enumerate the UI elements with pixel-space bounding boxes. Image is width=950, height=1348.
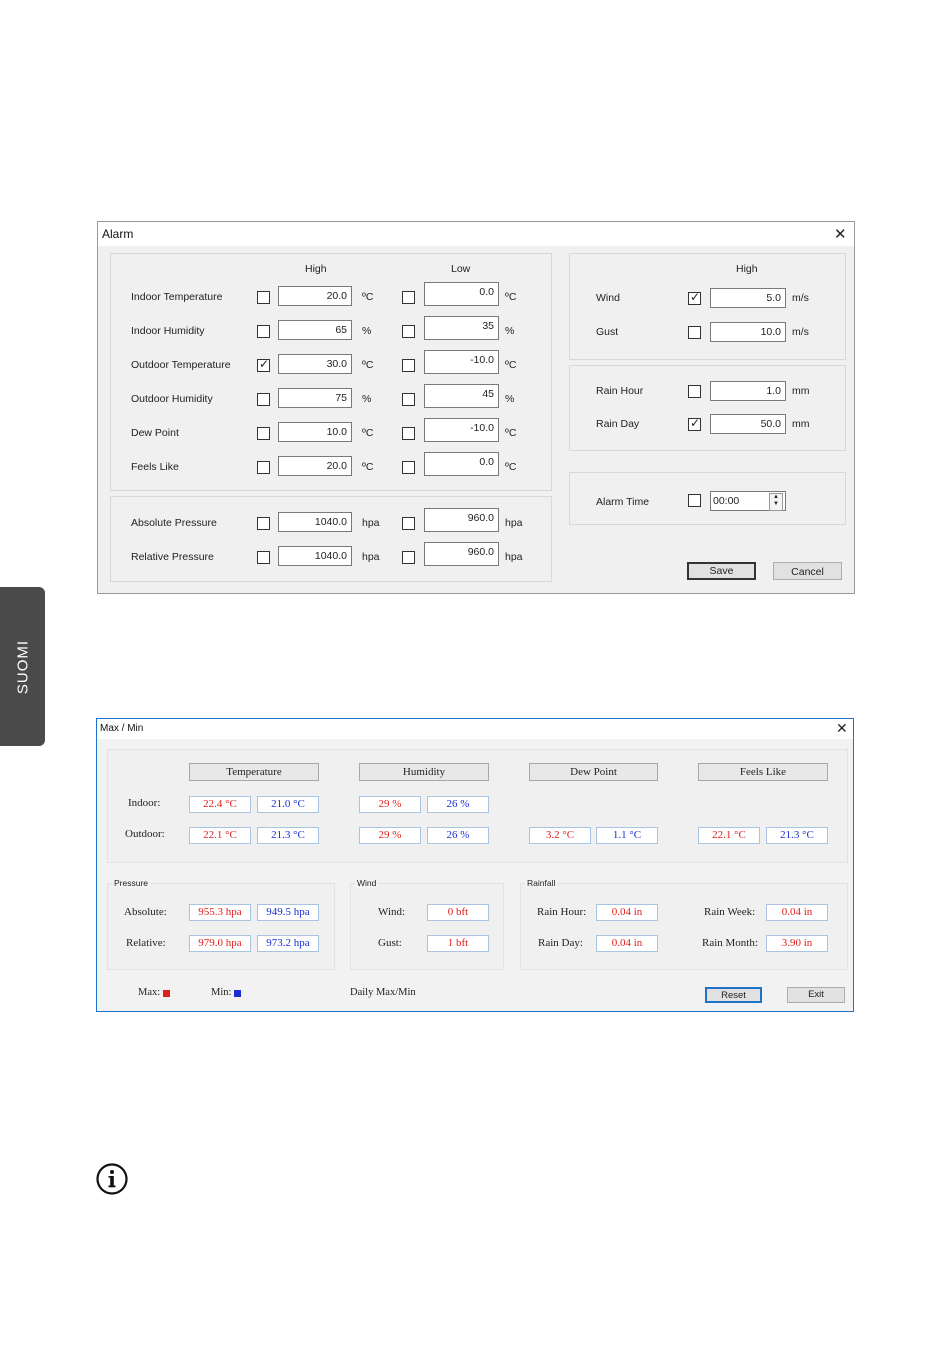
wind-checkbox[interactable]: [688, 292, 701, 305]
relative-label: Relative:: [126, 937, 166, 949]
time-spinner[interactable]: ▲ ▼: [769, 493, 783, 511]
rain-month-max: 3.90 in: [766, 935, 828, 952]
dew-point-low-input[interactable]: -10.0: [424, 418, 499, 442]
indoor-label: Indoor:: [128, 797, 161, 809]
outdoor-dew-min: 1.1 °C: [596, 827, 658, 844]
rain-day-checkbox[interactable]: [688, 418, 701, 431]
relative-pressure-label: Relative Pressure: [131, 551, 214, 563]
dew-point-label: Dew Point: [131, 427, 179, 439]
maxmin-title: Max / Min: [100, 723, 144, 734]
rain-week-max: 0.04 in: [766, 904, 828, 921]
relative-pressure-low-unit: hpa: [505, 551, 523, 563]
pressure-group: [107, 883, 335, 970]
gust-input[interactable]: 10.0: [710, 322, 786, 342]
outdoor-temperature-high-unit: ºC: [362, 359, 374, 371]
rain-day-input[interactable]: 50.0: [710, 414, 786, 434]
relative-pressure-high-checkbox[interactable]: [257, 551, 270, 564]
gust-label: Gust: [596, 326, 619, 338]
exit-button[interactable]: Exit: [787, 987, 845, 1003]
reset-button[interactable]: Reset: [705, 987, 762, 1003]
outdoor-humidity-high-unit: %: [362, 393, 372, 405]
wind-unit: m/s: [792, 292, 809, 304]
outdoor-humidity-label: Outdoor Humidity: [131, 393, 213, 405]
wind-label: Wind:: [378, 906, 406, 918]
absolute-pressure-min: 949.5 hpa: [257, 904, 319, 921]
indoor-temperature-high-unit: ºC: [362, 291, 374, 303]
dew-point-high-checkbox[interactable]: [257, 427, 270, 440]
outdoor-temperature-label: Outdoor Temperature: [131, 359, 231, 371]
indoor-temperature-low-input[interactable]: 0.0: [424, 282, 499, 306]
indoor-temperature-high-input[interactable]: 20.0: [278, 286, 352, 306]
wind-group: [350, 883, 504, 970]
alarm-title: Alarm: [102, 227, 134, 241]
indoor-temp-min: 21.0 °C: [257, 796, 319, 813]
gust-max: 1 bft: [427, 935, 489, 952]
rain-day-label: Rain Day:: [538, 937, 583, 949]
header-dew-point[interactable]: Dew Point: [529, 763, 658, 781]
alarm-time-input[interactable]: [710, 491, 786, 511]
indoor-humidity-low-checkbox[interactable]: [402, 325, 415, 338]
outdoor-label: Outdoor:: [125, 828, 165, 840]
indoor-temperature-low-checkbox[interactable]: [402, 291, 415, 304]
indoor-humidity-high-input[interactable]: 65: [278, 320, 352, 340]
outdoor-temp-min: 21.3 °C: [257, 827, 319, 844]
close-icon[interactable]: ✕: [836, 720, 848, 736]
indoor-hum-min: 26 %: [427, 796, 489, 813]
info-icon: [96, 1163, 128, 1195]
header-humidity[interactable]: Humidity: [359, 763, 489, 781]
indoor-humidity-high-unit: %: [362, 325, 372, 337]
outdoor-hum-min: 26 %: [427, 827, 489, 844]
indoor-temperature-low-unit: ºC: [505, 291, 517, 303]
pressure-group-title: Pressure: [114, 878, 149, 888]
absolute-pressure-low-input[interactable]: 960.0: [424, 508, 499, 532]
outdoor-temperature-high-input[interactable]: 30.0: [278, 354, 352, 374]
feels-like-low-input[interactable]: 0.0: [424, 452, 499, 476]
rain-hour-unit: mm: [792, 385, 810, 397]
relative-pressure-min: 973.2 hpa: [257, 935, 319, 952]
feels-like-high-unit: ºC: [362, 461, 374, 473]
save-button[interactable]: Save: [687, 562, 756, 580]
relative-pressure-high-input[interactable]: 1040.0: [278, 546, 352, 566]
header-temperature[interactable]: Temperature: [189, 763, 319, 781]
outdoor-temperature-low-unit: ºC: [505, 359, 517, 371]
indoor-temp-max: 22.4 °C: [189, 796, 251, 813]
close-icon[interactable]: ✕: [834, 226, 847, 243]
rain-hour-label: Rain Hour:: [537, 906, 587, 918]
wind-group-title: Wind: [357, 878, 377, 888]
relative-pressure-max: 979.0 hpa: [189, 935, 251, 952]
alarm-titlebar: [98, 222, 854, 246]
feels-like-high-input[interactable]: 20.0: [278, 456, 352, 476]
absolute-pressure-low-unit: hpa: [505, 517, 523, 529]
outdoor-hum-max: 29 %: [359, 827, 421, 844]
dew-point-high-unit: ºC: [362, 427, 374, 439]
dew-point-low-unit: ºC: [505, 427, 517, 439]
outdoor-humidity-high-input[interactable]: 75: [278, 388, 352, 408]
alarm-window: [97, 221, 855, 594]
side-tab-label: SUOMI: [14, 639, 31, 694]
absolute-pressure-high-input[interactable]: 1040.0: [278, 512, 352, 532]
rain-hour-label: Rain Hour: [596, 385, 644, 397]
absolute-pressure-label: Absolute Pressure: [131, 517, 217, 529]
gust-checkbox[interactable]: [688, 326, 701, 339]
indoor-temperature-label: Indoor Temperature: [131, 291, 223, 303]
outdoor-humidity-high-checkbox[interactable]: [257, 393, 270, 406]
maxmin-window: [96, 718, 854, 1012]
relative-pressure-high-unit: hpa: [362, 551, 380, 563]
feels-like-label: Feels Like: [131, 461, 179, 473]
rain-day-label: Rain Day: [596, 418, 640, 430]
rain-hour-input[interactable]: 1.0: [710, 381, 786, 401]
outdoor-humidity-low-input[interactable]: 45: [424, 384, 499, 408]
alarm-rain-group: [569, 365, 846, 451]
outdoor-temperature-low-checkbox[interactable]: [402, 359, 415, 372]
column-header-high: High: [305, 263, 327, 275]
feels-like-low-unit: ºC: [505, 461, 517, 473]
indoor-humidity-high-checkbox[interactable]: [257, 325, 270, 338]
dew-point-high-input[interactable]: 10.0: [278, 422, 352, 442]
rainfall-group: [520, 883, 848, 970]
indoor-hum-max: 29 %: [359, 796, 421, 813]
legend-min-label: Min:: [211, 987, 232, 998]
outdoor-temp-max: 22.1 °C: [189, 827, 251, 844]
relative-pressure-low-checkbox[interactable]: [402, 551, 415, 564]
feels-like-low-checkbox[interactable]: [402, 461, 415, 474]
indoor-humidity-low-unit: %: [505, 325, 515, 337]
indoor-humidity-low-input[interactable]: 35: [424, 316, 499, 340]
rainfall-group-title: Rainfall: [527, 878, 556, 888]
wind-label: Wind: [596, 292, 620, 304]
relative-pressure-low-input[interactable]: 960.0: [424, 542, 499, 566]
alarm-time-checkbox[interactable]: [688, 494, 701, 507]
wind-max: 0 bft: [427, 904, 489, 921]
maxmin-titlebar: [97, 719, 853, 739]
alarm-time-value: 00:00: [713, 495, 740, 507]
rain-month-label: Rain Month:: [702, 937, 758, 949]
dew-point-low-checkbox[interactable]: [402, 427, 415, 440]
gust-unit: m/s: [792, 326, 809, 338]
daily-maxmin-label: Daily Max/Min: [350, 987, 416, 998]
outdoor-temperature-high-checkbox[interactable]: [257, 359, 270, 372]
rain-day-max: 0.04 in: [596, 935, 658, 952]
outdoor-humidity-low-unit: %: [505, 393, 515, 405]
legend-min-swatch: [234, 990, 241, 997]
absolute-pressure-low-checkbox[interactable]: [402, 517, 415, 530]
gust-label: Gust:: [378, 937, 402, 949]
column-header-low: Low: [451, 263, 471, 275]
rain-hour-checkbox[interactable]: [688, 385, 701, 398]
check-icon: ✓: [690, 416, 701, 430]
absolute-pressure-high-unit: hpa: [362, 517, 380, 529]
feels-like-high-checkbox[interactable]: [257, 461, 270, 474]
alarm-time-label: Alarm Time: [596, 496, 650, 508]
language-side-tab: [0, 587, 45, 746]
check-icon: ✓: [690, 290, 701, 304]
absolute-pressure-high-checkbox[interactable]: [257, 517, 270, 530]
legend-max-label: Max:: [138, 987, 161, 998]
absolute-pressure-max: 955.3 hpa: [189, 904, 251, 921]
indoor-humidity-label: Indoor Humidity: [131, 325, 205, 337]
outdoor-feels-max: 22.1 °C: [698, 827, 760, 844]
wind-input[interactable]: 5.0: [710, 288, 786, 308]
outdoor-feels-min: 21.3 °C: [766, 827, 828, 844]
outdoor-humidity-low-checkbox[interactable]: [402, 393, 415, 406]
right-column-header-high: High: [736, 263, 758, 275]
indoor-temperature-high-checkbox[interactable]: [257, 291, 270, 304]
alarm-wind-group: [569, 253, 846, 360]
absolute-label: Absolute:: [124, 906, 167, 918]
check-icon: ✓: [259, 357, 270, 371]
outdoor-temperature-low-input[interactable]: -10.0: [424, 350, 499, 374]
rain-day-unit: mm: [792, 418, 810, 430]
cancel-button[interactable]: Cancel: [773, 562, 842, 580]
rain-hour-max: 0.04 in: [596, 904, 658, 921]
legend-max-swatch: [163, 990, 170, 997]
rain-week-label: Rain Week:: [704, 906, 756, 918]
header-feels-like[interactable]: Feels Like: [698, 763, 828, 781]
outdoor-dew-max: 3.2 °C: [529, 827, 591, 844]
